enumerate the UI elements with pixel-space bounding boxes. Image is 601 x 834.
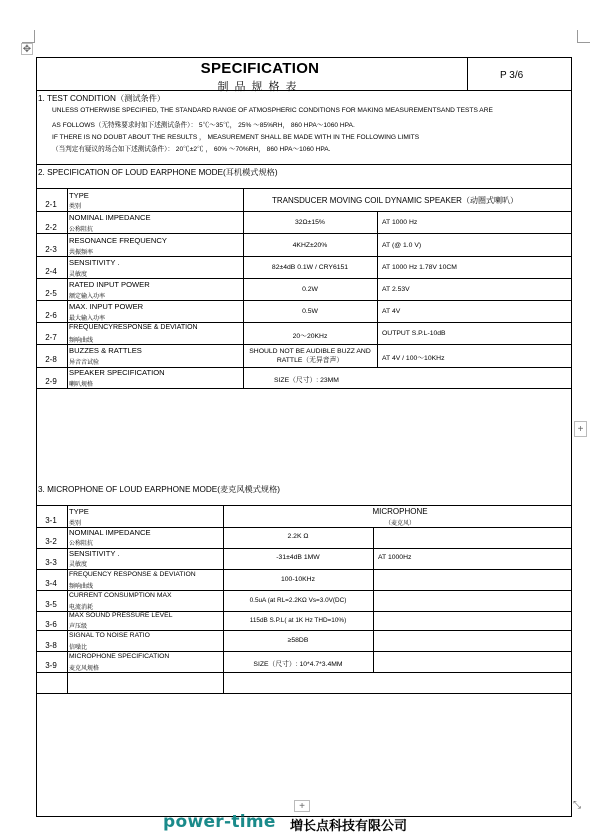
row-label-cn: 灵敏度 — [69, 562, 88, 568]
mic-type-value-cn: （麦克风） — [384, 521, 415, 527]
top-left-corner-mark — [22, 30, 35, 43]
row-number: 3-9 — [45, 661, 57, 670]
row-label-cn: 公称阻抗 — [69, 227, 94, 233]
row-number: 3-3 — [45, 558, 57, 567]
row-label-cn: 公称阻抗 — [69, 541, 94, 547]
row-label: TYPE — [69, 507, 89, 516]
row-condition: AT 4V — [382, 308, 401, 315]
row-number: 3-5 — [45, 600, 57, 609]
add-column-plus-icon[interactable]: + — [574, 421, 587, 437]
row-label: TYPE — [69, 191, 89, 200]
row-label-cn: 最大输入功率 — [69, 316, 106, 322]
row-label-cn: 类别 — [69, 521, 82, 527]
row-label-cn: 灵敏度 — [69, 272, 88, 278]
row-number: 2-2 — [45, 223, 57, 232]
row-number: 3-8 — [45, 641, 57, 650]
row-label: SIGNAL TO NOISE RATIO — [69, 632, 150, 639]
resize-icon[interactable]: ⤡ — [573, 800, 581, 811]
move-icon[interactable]: ✥ — [22, 44, 32, 55]
row-label: MAX. INPUT POWER — [69, 302, 144, 311]
row-number: 3-2 — [45, 537, 57, 546]
mic-type-value: MICROPHONE — [372, 507, 428, 516]
row-value: -31±4dB 1MW — [276, 554, 320, 561]
company-name: 増长点科技有限公司 — [290, 818, 408, 833]
row-label: FREQUENCY RESPONSE & DEVIATION — [69, 571, 196, 578]
row-value: 115dB S.P.L( at 1K Hz THD=10%) — [249, 617, 347, 624]
row-value: 82±4dB 0.1W / CRY6151 — [271, 264, 349, 271]
row-number: 2-4 — [45, 267, 57, 276]
row-number: 3-1 — [45, 516, 57, 525]
row-label-cn: 声压级 — [69, 624, 88, 630]
row-value: ≥58DB — [287, 637, 309, 644]
row-number: 2-3 — [45, 245, 57, 254]
row-label: RATED INPUT POWER — [69, 280, 150, 289]
type-value: TRANSDUCER MOVING COIL DYNAMIC SPEAKER（动圈式喇叭） — [272, 196, 518, 205]
row-label-cn: 频响曲线 — [69, 338, 94, 344]
row-label-cn: 异音音试验 — [69, 360, 100, 366]
row-number: 2-1 — [45, 200, 57, 209]
top-right-corner-mark — [577, 30, 590, 43]
row-condition: AT (@ 1.0 V) — [382, 242, 422, 249]
row-number: 3-6 — [45, 620, 57, 629]
row-value: SHOULD NOT BE AUDIBLE BUZZ AND RATTLE（无异音声） — [249, 348, 371, 364]
row-condition: AT 1000Hz — [378, 554, 412, 561]
row-value: SIZE（尺寸）: 23MM — [274, 377, 339, 384]
page-number: P 3/6 — [500, 70, 524, 81]
row-label: MICROPHONE SPECIFICATION — [69, 653, 170, 660]
condition-line-1: UNLESS OTHERWISE SPECIFIED, THE STANDARD RANGE OF ATMOSPHERIC CONDITIONS FOR MAKING MEASUREMENTSAND TESTS ARE — [52, 107, 493, 114]
row-condition: AT 4V / 100～10KHz — [382, 355, 445, 362]
row-label-cn: 麦克风规格 — [69, 666, 100, 672]
row-label: SENSITIVITY . — [69, 549, 120, 558]
row-value: 32Ω±15% — [295, 219, 325, 226]
row-label: SENSITIVITY . — [69, 258, 120, 267]
section-test-condition-title: 1. TEST CONDITION（测试条件） — [38, 94, 166, 103]
row-number: 3-4 — [45, 579, 57, 588]
row-label: CURRENT CONSUMPTION MAX — [69, 592, 172, 599]
condition-line-4: （当判定有疑议的场合如下述测试条件）： 20℃±2℃ ， 60% ～70%RH， 860 HPA～1060 HPA. — [52, 146, 331, 153]
row-value: 20～20KHz — [292, 333, 328, 340]
row-label: SPEAKER SPECIFICATION — [69, 368, 165, 377]
row-value: SIZE（尺寸）: 10*4.7*3.4MM — [253, 661, 343, 668]
row-label-cn: 喇叭规格 — [69, 382, 94, 388]
row-label-cn: 信噪比 — [69, 645, 88, 651]
condition-line-3: IF THERE IS NO DOUBT ABOUT THE RESULTS ， MEASUREMENT SHALL BE MADE WITH IN THE FOLLOWING LIMITS — [52, 134, 420, 141]
row-label: NOMINAL IMPEDANCE — [69, 213, 151, 222]
row-label: MAX SOUND PRESSURE LEVEL — [69, 612, 173, 619]
row-value: 100-10KHz — [280, 576, 315, 583]
section-earphone-title: 2. SPECIFICATION OF LOUD EARPHONE MODE(耳机模式规格) — [38, 168, 278, 177]
row-label: RESONANCE FREQUENCY — [69, 236, 167, 245]
row-condition: AT 1000 Hz — [382, 219, 418, 226]
section-microphone-title: 3. MICROPHONE OF LOUD EARPHONE MODE(麦克风模式规格) — [38, 485, 281, 494]
row-number: 2-9 — [45, 377, 57, 386]
row-number: 2-5 — [45, 289, 57, 298]
row-label-cn: 电流消耗 — [69, 605, 94, 611]
row-value: 0.2W — [302, 286, 318, 293]
condition-line-2: AS FOLLOWS（无特殊要求时如下述测试条件）： 5℃～35℃， 25% ～85%RH， 860 HPA～1060 HPA. — [52, 122, 355, 129]
row-label-cn: 频响曲线 — [69, 584, 94, 590]
row-label-cn: 共振频率 — [69, 250, 94, 256]
row-label: NOMINAL IMPEDANCE — [69, 528, 151, 537]
row-condition: AT 1000 Hz 1.78V 10CM — [382, 264, 457, 271]
row-value: 4KHZ±20% — [292, 242, 328, 249]
add-row-plus-icon[interactable]: + — [294, 800, 310, 812]
row-number: 2-7 — [45, 333, 57, 342]
row-value: 2.2K Ω — [287, 533, 309, 540]
row-number: 2-8 — [45, 355, 57, 364]
row-condition: AT 2.53V — [382, 286, 410, 293]
row-value: 0.5uA (at RL=2.2KΩ Vs=3.0V(DC) — [249, 597, 347, 604]
row-label-cn: 额定输入功率 — [69, 294, 106, 300]
brand-logo: power-time — [163, 812, 276, 832]
row-value: 0.5W — [302, 308, 318, 315]
row-label: FREQUENCYRESPONSE & DEVIATION — [69, 324, 198, 331]
row-number: 2-6 — [45, 311, 57, 320]
row-label: BUZZES & RATTLES — [69, 346, 142, 355]
row-label-cn: 类别 — [69, 204, 82, 210]
row-condition: OUTPUT S.P.L-10dB — [382, 330, 446, 337]
page-title: SPECIFICATION — [200, 60, 320, 77]
page-subtitle: 制品规格表 — [217, 81, 303, 93]
